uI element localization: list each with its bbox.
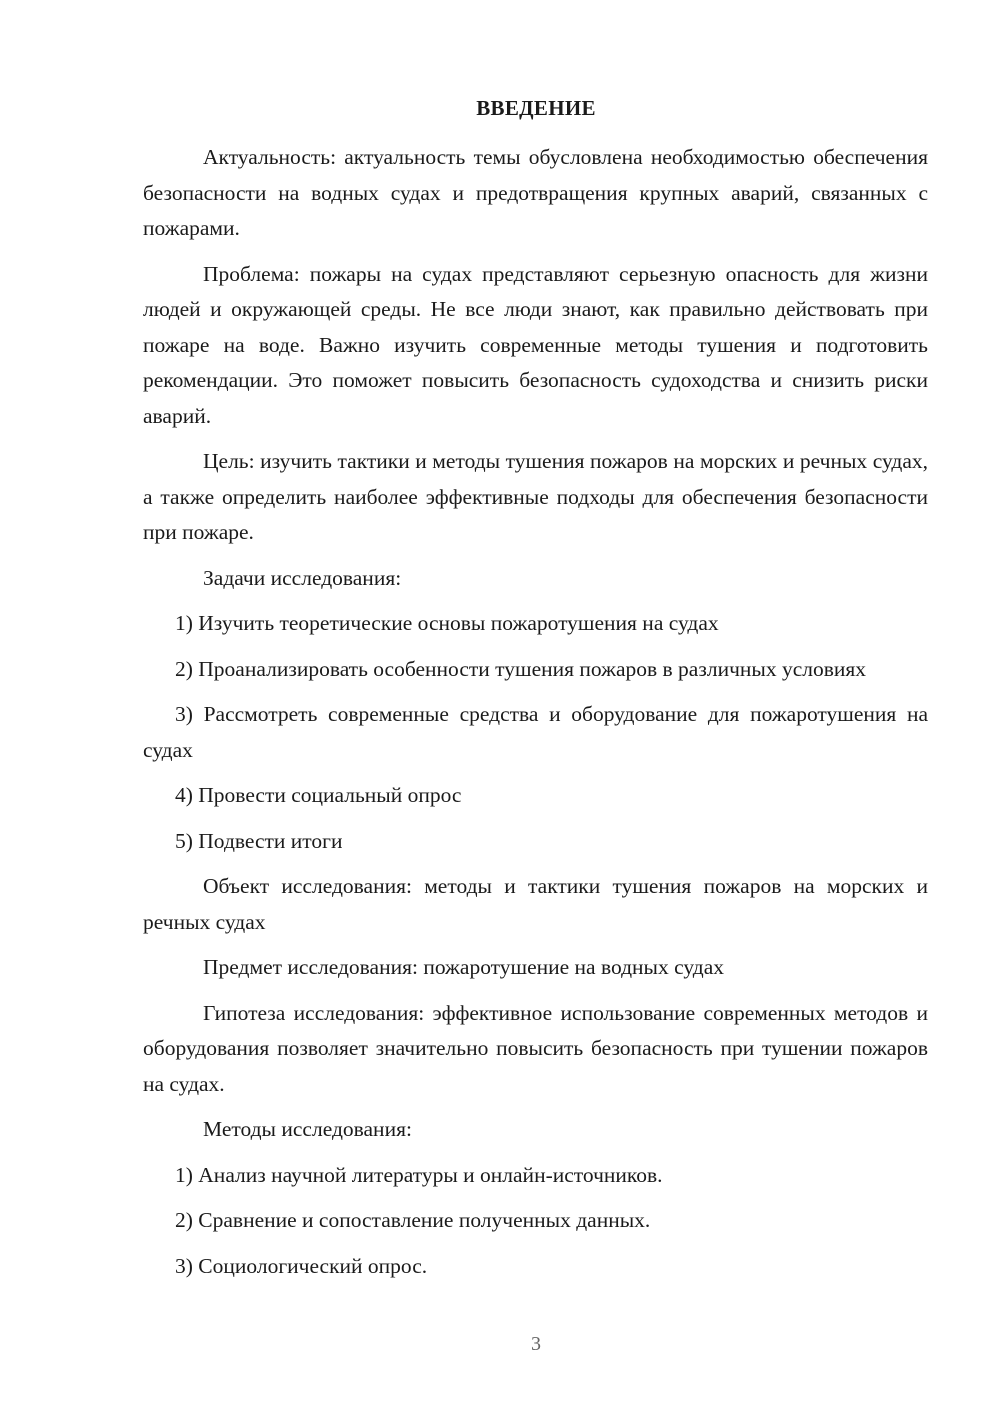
section-heading: ВВЕДЕНИЕ [476,96,596,120]
task-item: 1) Изучить теоретические основы пожаротушения на судах [175,611,719,635]
problem-paragraph: Проблема: пожары на судах представляют серьезную опасность для жизни людей и окружающей среды. Не все люди знают, как правильно действовать при пожаре на воде. Важно изучить современные методы тушения и подготовить рекомендации. Это поможет повысить безопасность судоходства и снизить риски аварий. [143,261,928,428]
method-item: 2) Сравнение и сопоставление полученных данных. [175,1208,651,1232]
task-item: 5) Подвести итоги [175,828,343,853]
hypothesis-paragraph: Гипотеза исследования: эффективное использование современных методов и оборудования позволяет значительно повысить безопасность при тушении пожаров на судах. [143,1000,928,1096]
task-item: 3) Рассмотреть современные средства и оборудование для пожаротушения на судах [143,702,928,762]
task-item: 4) Провести социальный опрос [175,783,462,807]
method-item: 3) Социологический опрос. [175,1253,428,1278]
task-item: 2) Проанализировать особенности тушения пожаров в различных условиях [175,656,867,681]
methods-title: Методы исследования: [203,1117,412,1141]
document-body [143,140,928,1294]
subject-paragraph: Предмет исследования: пожаротушение на водных судах [203,955,725,979]
object-paragraph: Объект исследования: методы и тактики тушения пожаров на морских и речных судах [143,874,928,934]
page-number: 3 [531,1333,541,1355]
tasks-title: Задачи исследования: [203,565,402,590]
relevance-paragraph: Актуальность: актуальность темы обусловлена необходимостью обеспечения безопасности на водных судах и предотвращения крупных аварий, связанных с пожарами. [143,145,928,240]
goal-paragraph: Цель: изучить тактики и методы тушения пожаров на морских и речных судах, а также определить наиболее эффективные подходы для обеспечения безопасности при пожаре. [143,449,928,544]
method-item: 1) Анализ научной литературы и онлайн-источников. [175,1162,663,1187]
